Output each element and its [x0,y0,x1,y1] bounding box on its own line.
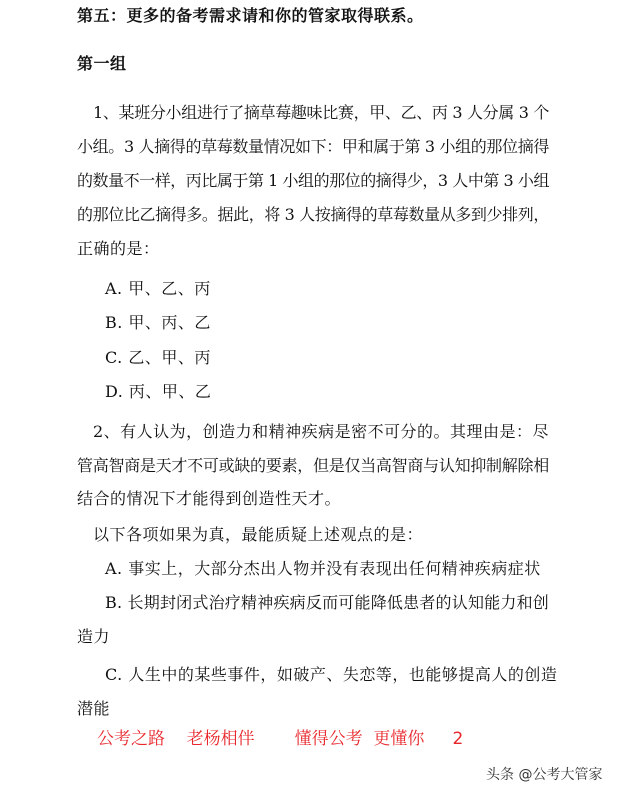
footer-slogan-right: 懂得公考 更懂你 [294,729,425,749]
q1-line: 正确的是： [77,239,160,258]
q2-line: 2、有人认为，创造力和精神疾病是密不可分的。其理由是：尽 [93,422,549,441]
q1-line: 1、某班分小组进行了摘草莓趣味比赛，甲、乙、丙 3 人分属 3 个 [93,103,549,122]
q2-option-c: C. 人生中的某些事件，如破产、失恋等，也能够提高人的创造 [105,665,558,684]
footer [97,728,463,750]
page-number: 2 [452,729,464,749]
section-heading: 第五：更多的备考需求请和你的管家取得联系。 [77,6,424,25]
q2-prompt: 以下各项如果为真，最能质疑上述观点的是： [93,525,424,544]
q2-line: 管高智商是天才不可或缺的要素，但是仅当高智商与认知抑制解除相 [77,456,549,475]
q2-option-b-cont: 造力 [77,627,111,646]
q2-option-a: A. 事实上，大部分杰出人物并没有表现出任何精神疾病症状 [105,559,541,578]
q1-option-a: A. 甲、乙、丙 [105,279,211,298]
group-title: 第一组 [77,54,127,73]
q1-option-c: C. 乙、甲、丙 [105,348,211,367]
q1-line: 的数量不一样，丙比属于第 1 小组的那位的摘得少，3 人中第 3 小组 [77,171,549,190]
watermark: 头条 @公考大管家 [486,767,603,783]
q2-option-b: B. 长期封闭式治疗精神疾病反而可能降低患者的认知能力和创 [105,593,549,612]
q1-option-b: B. 甲、丙、乙 [105,313,211,332]
q1-line: 小组。3 人摘得的草莓数量情况如下：甲和属于第 3 小组的那位摘得 [77,137,549,156]
q1-line: 的那位比乙摘得多。据此，将 3 人按摘得的草莓数量从多到少排列， [77,205,549,224]
q2-line: 结合的情况下才能得到创造性天才。 [77,489,342,508]
q2-option-c-cont: 潜能 [77,699,111,718]
footer-slogan-left: 公考之路 老杨相伴 [97,729,255,749]
q1-option-d: D. 丙、甲、乙 [105,382,212,401]
